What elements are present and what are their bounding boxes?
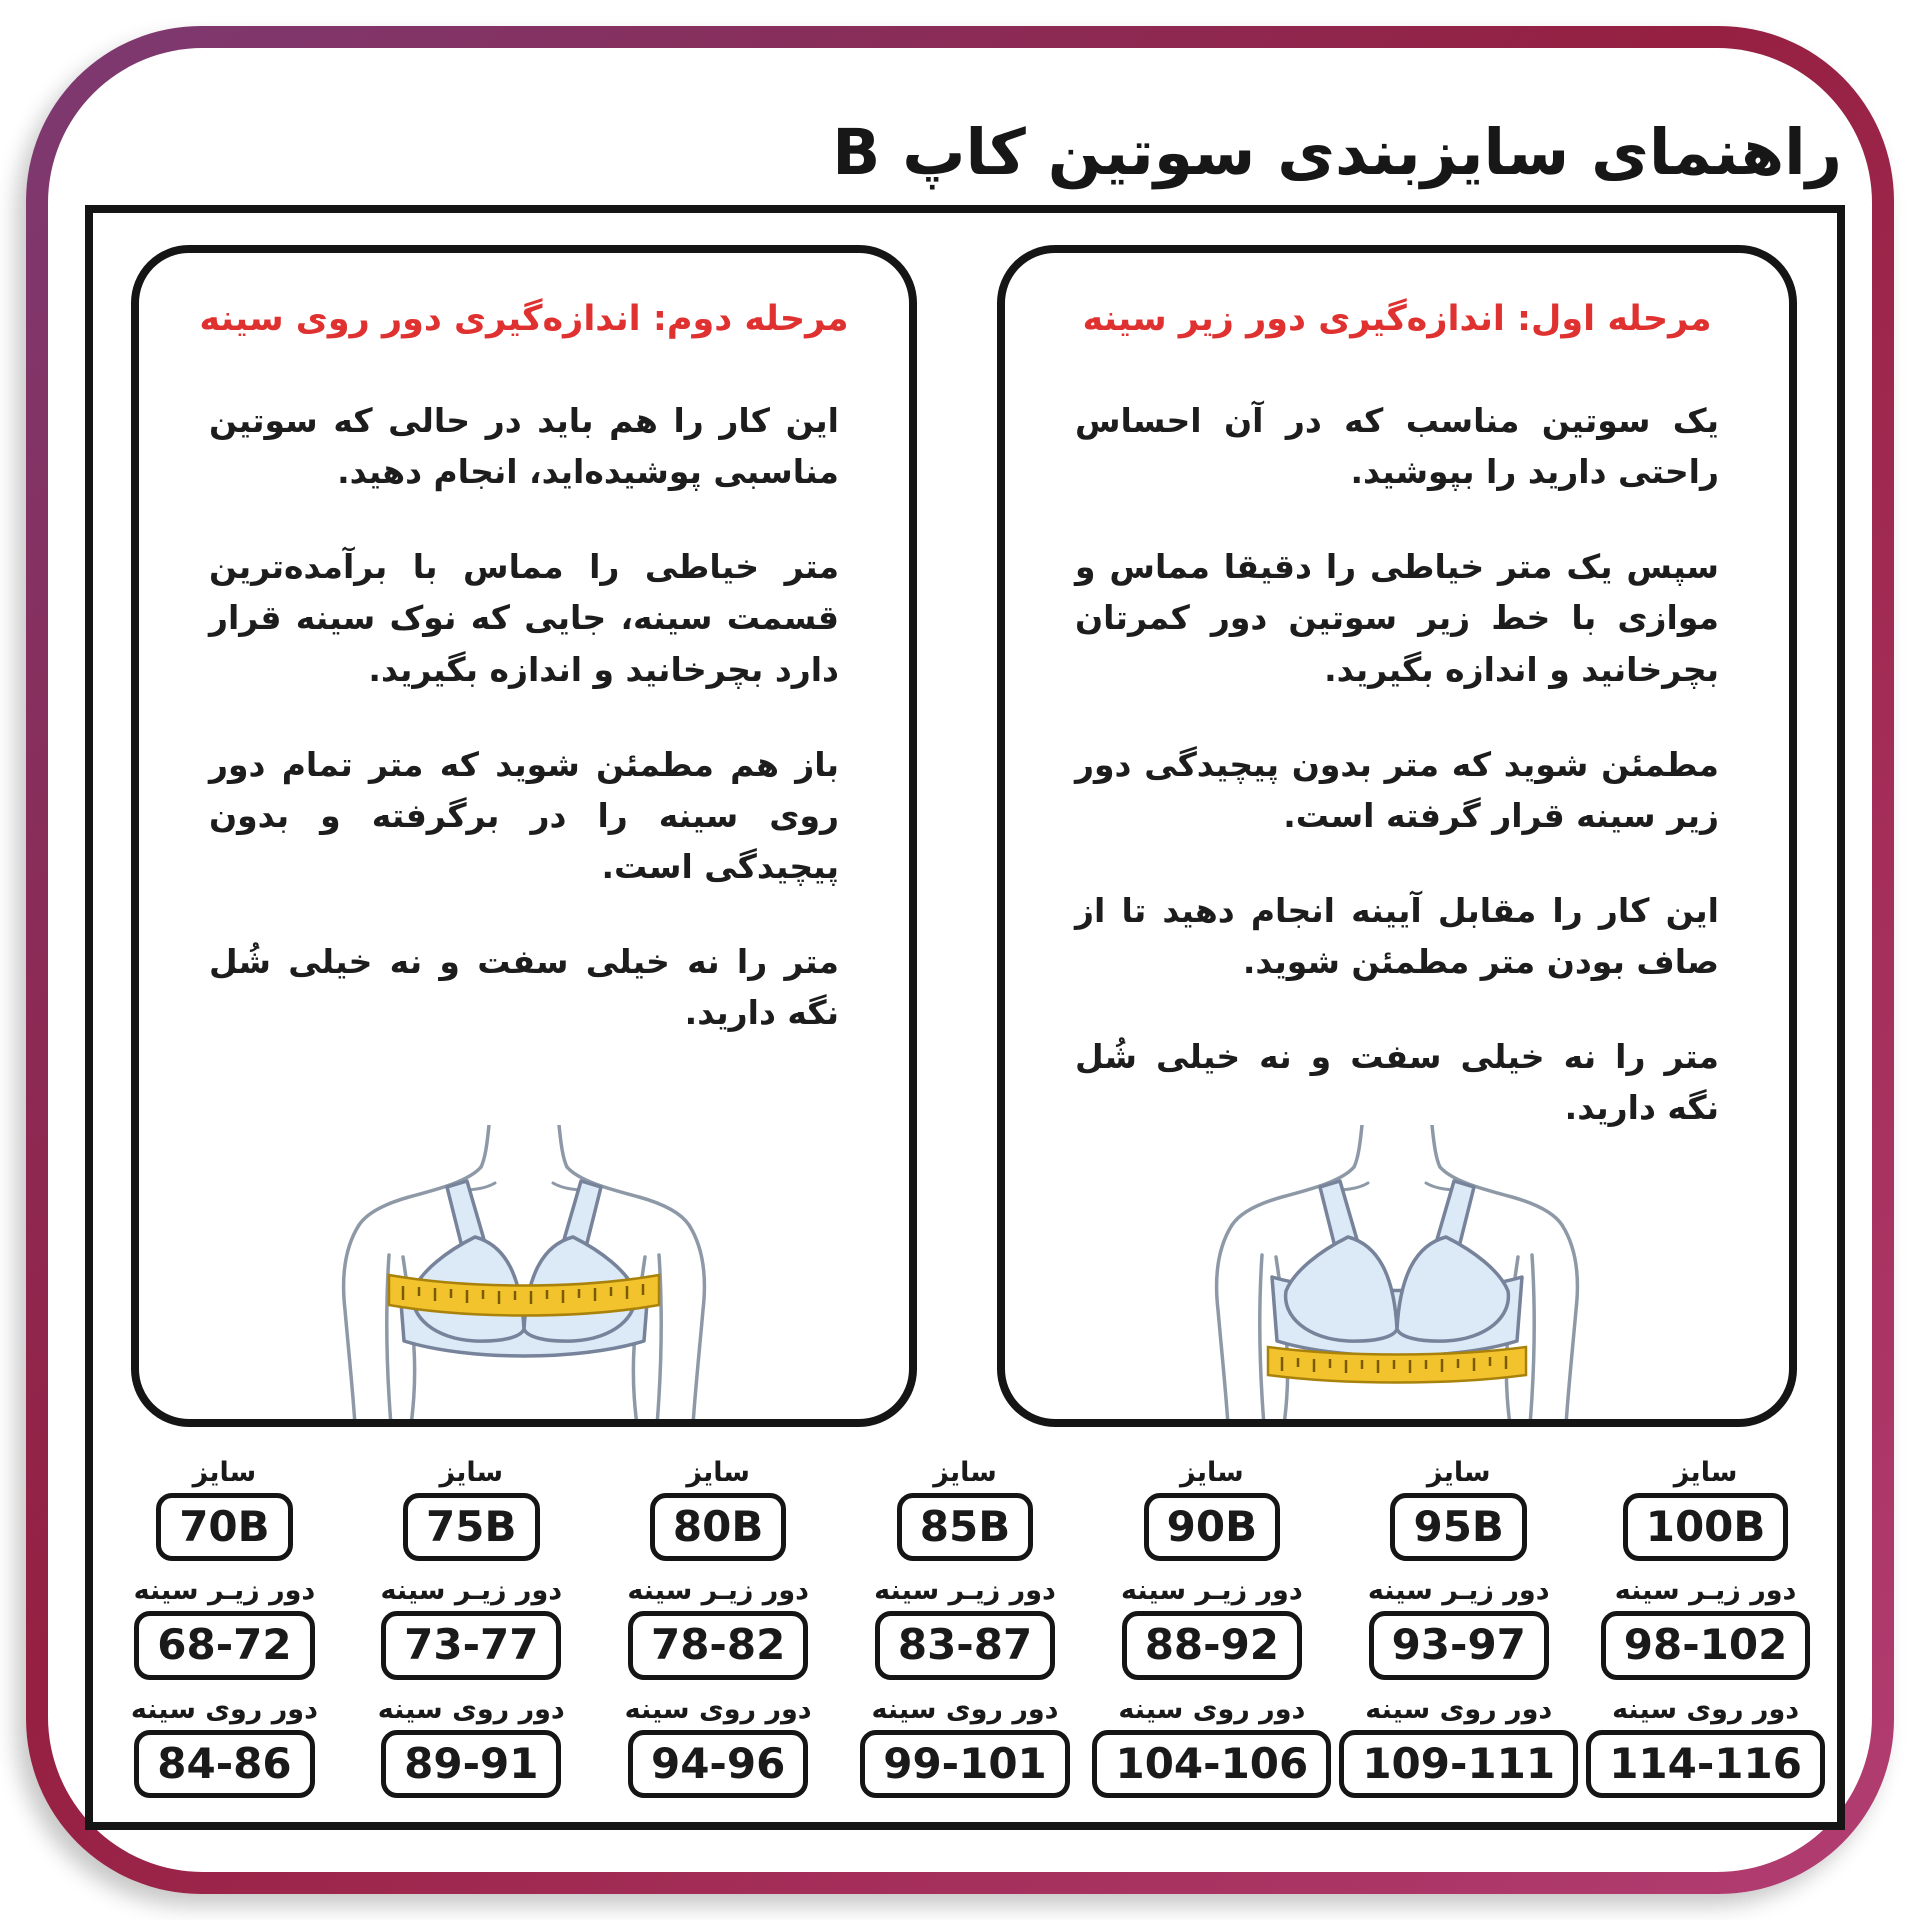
size-label: سایز [192,1457,257,1488]
size-column-80b [595,1453,842,1808]
underbust-value: 83-87 [875,1611,1055,1679]
underbust-label: دور زیـر سینه [380,1575,563,1607]
overbust-label: دور روی سینه [377,1693,565,1725]
step1-paragraph: این کار را مقابل آیینه انجام دهید تا از صاف بودن متر مطمئن شوید. [1075,890,1719,982]
overbust-value: 104-106 [1092,1730,1331,1798]
underbust-label: دور زیـر سینه [1614,1575,1797,1607]
size-value: 95B [1390,1493,1526,1561]
size-table [101,1453,1829,1808]
size-column-100b [1582,1453,1829,1808]
overbust-measure-illustration [289,1125,759,1425]
overbust-value: 89-91 [381,1730,561,1798]
step2-panel [131,245,917,1427]
bra [1272,1181,1522,1356]
size-value: 90B [1144,1493,1280,1561]
overbust-label: دور روی سینه [1365,1693,1553,1725]
step2-body [139,339,909,1038]
step1-paragraph: یک سوتین مناسب که در آن احساس راحتی دارید را بپوشید. [1075,401,1719,492]
content-box [85,205,1845,1830]
overbust-value: 109-111 [1339,1730,1578,1798]
bra [399,1181,649,1356]
underbust-label: دور زیـر سینه [1121,1575,1303,1607]
step1-heading: مرحله اول: اندازه‌گیری دور زیر سینه [1082,299,1712,339]
overbust-value: 84-86 [134,1730,314,1798]
overbust-value: 94-96 [628,1730,808,1798]
step1-panel [997,245,1797,1427]
size-column-95b [1335,1453,1582,1808]
underbust-value: 78-82 [628,1611,808,1679]
underbust-figure-wrap [1162,1125,1632,1425]
size-label: سایز [1180,1457,1244,1488]
size-label: سایز [439,1457,504,1488]
measuring-tape [389,1275,659,1316]
size-value: 75B [403,1493,539,1561]
step2-paragraph: باز هم مطمئن شوید که متر تمام دور روی سینه را در برگرفته و بدون پیچیدگی است. [209,744,839,886]
size-value: 70B [156,1493,292,1561]
size-label: سایز [933,1457,997,1488]
step1-paragraph: متر را نه خیلی سفت و نه خیلی شُل نگه دارید. [1075,1037,1719,1128]
step1-body [1005,339,1789,1134]
underbust-value: 98-102 [1601,1611,1811,1679]
step1-paragraph: مطمئن شوید که متر بدون پیچیدگی دور زیر سینه قرار گرفته است. [1075,744,1719,835]
overbust-label: دور روی سینه [871,1693,1059,1725]
underbust-value: 93-97 [1369,1611,1549,1679]
underbust-label: دور زیـر سینه [874,1575,1056,1607]
underbust-measure-illustration [1162,1125,1632,1425]
underbust-label: دور زیـر سینه [627,1575,809,1607]
size-value: 85B [897,1493,1033,1561]
underbust-label: دور زیـر سینه [133,1575,316,1607]
size-label: سایز [686,1457,750,1488]
size-label: سایز [1426,1457,1491,1488]
underbust-value: 88-92 [1122,1611,1302,1679]
step1-paragraph: سپس یک متر خیاطی را دقیقا مماس و موازی با خط زیر سوتین دور کمرتان بچرخانید و اندازه بگیرید. [1075,547,1719,689]
overbust-label: دور روی سینه [624,1693,812,1725]
overbust-label: دور روی سینه [1612,1693,1800,1725]
size-column-90b [1088,1453,1335,1808]
step2-heading: مرحله دوم: اندازه‌گیری دور روی سینه [199,299,849,339]
size-value: 80B [650,1493,786,1561]
size-column-85b [842,1453,1089,1808]
step2-paragraph: متر را نه خیلی سفت و نه خیلی شُل نگه دارید. [209,942,839,1033]
size-label: سایز [1673,1457,1738,1488]
size-value: 100B [1623,1493,1789,1561]
underbust-label: دور زیـر سینه [1367,1575,1550,1607]
underbust-value: 73-77 [381,1611,561,1679]
overbust-label: دور روی سینه [1118,1693,1306,1725]
step2-paragraph: این کار را هم باید در حالی که سوتین مناسبی پوشیده‌اید، انجام دهید. [209,401,839,492]
size-column-70b [101,1453,348,1808]
size-column-75b [348,1453,595,1808]
overbust-value: 99-101 [860,1730,1070,1798]
underbust-value: 68-72 [134,1611,314,1679]
step2-paragraph: متر خیاطی را مماس با برآمده‌ترین قسمت سینه، جایی که نوک سینه قرار دارد بچرخانید و اندازه بگیرید. [209,547,839,689]
torso [344,1125,705,1425]
overbust-value: 114-116 [1586,1730,1825,1798]
overbust-label: دور روی سینه [130,1693,318,1725]
overbust-figure-wrap [289,1125,759,1425]
page-title: راهنمای سایزبندی سوتین کاپ B [832,116,1842,190]
